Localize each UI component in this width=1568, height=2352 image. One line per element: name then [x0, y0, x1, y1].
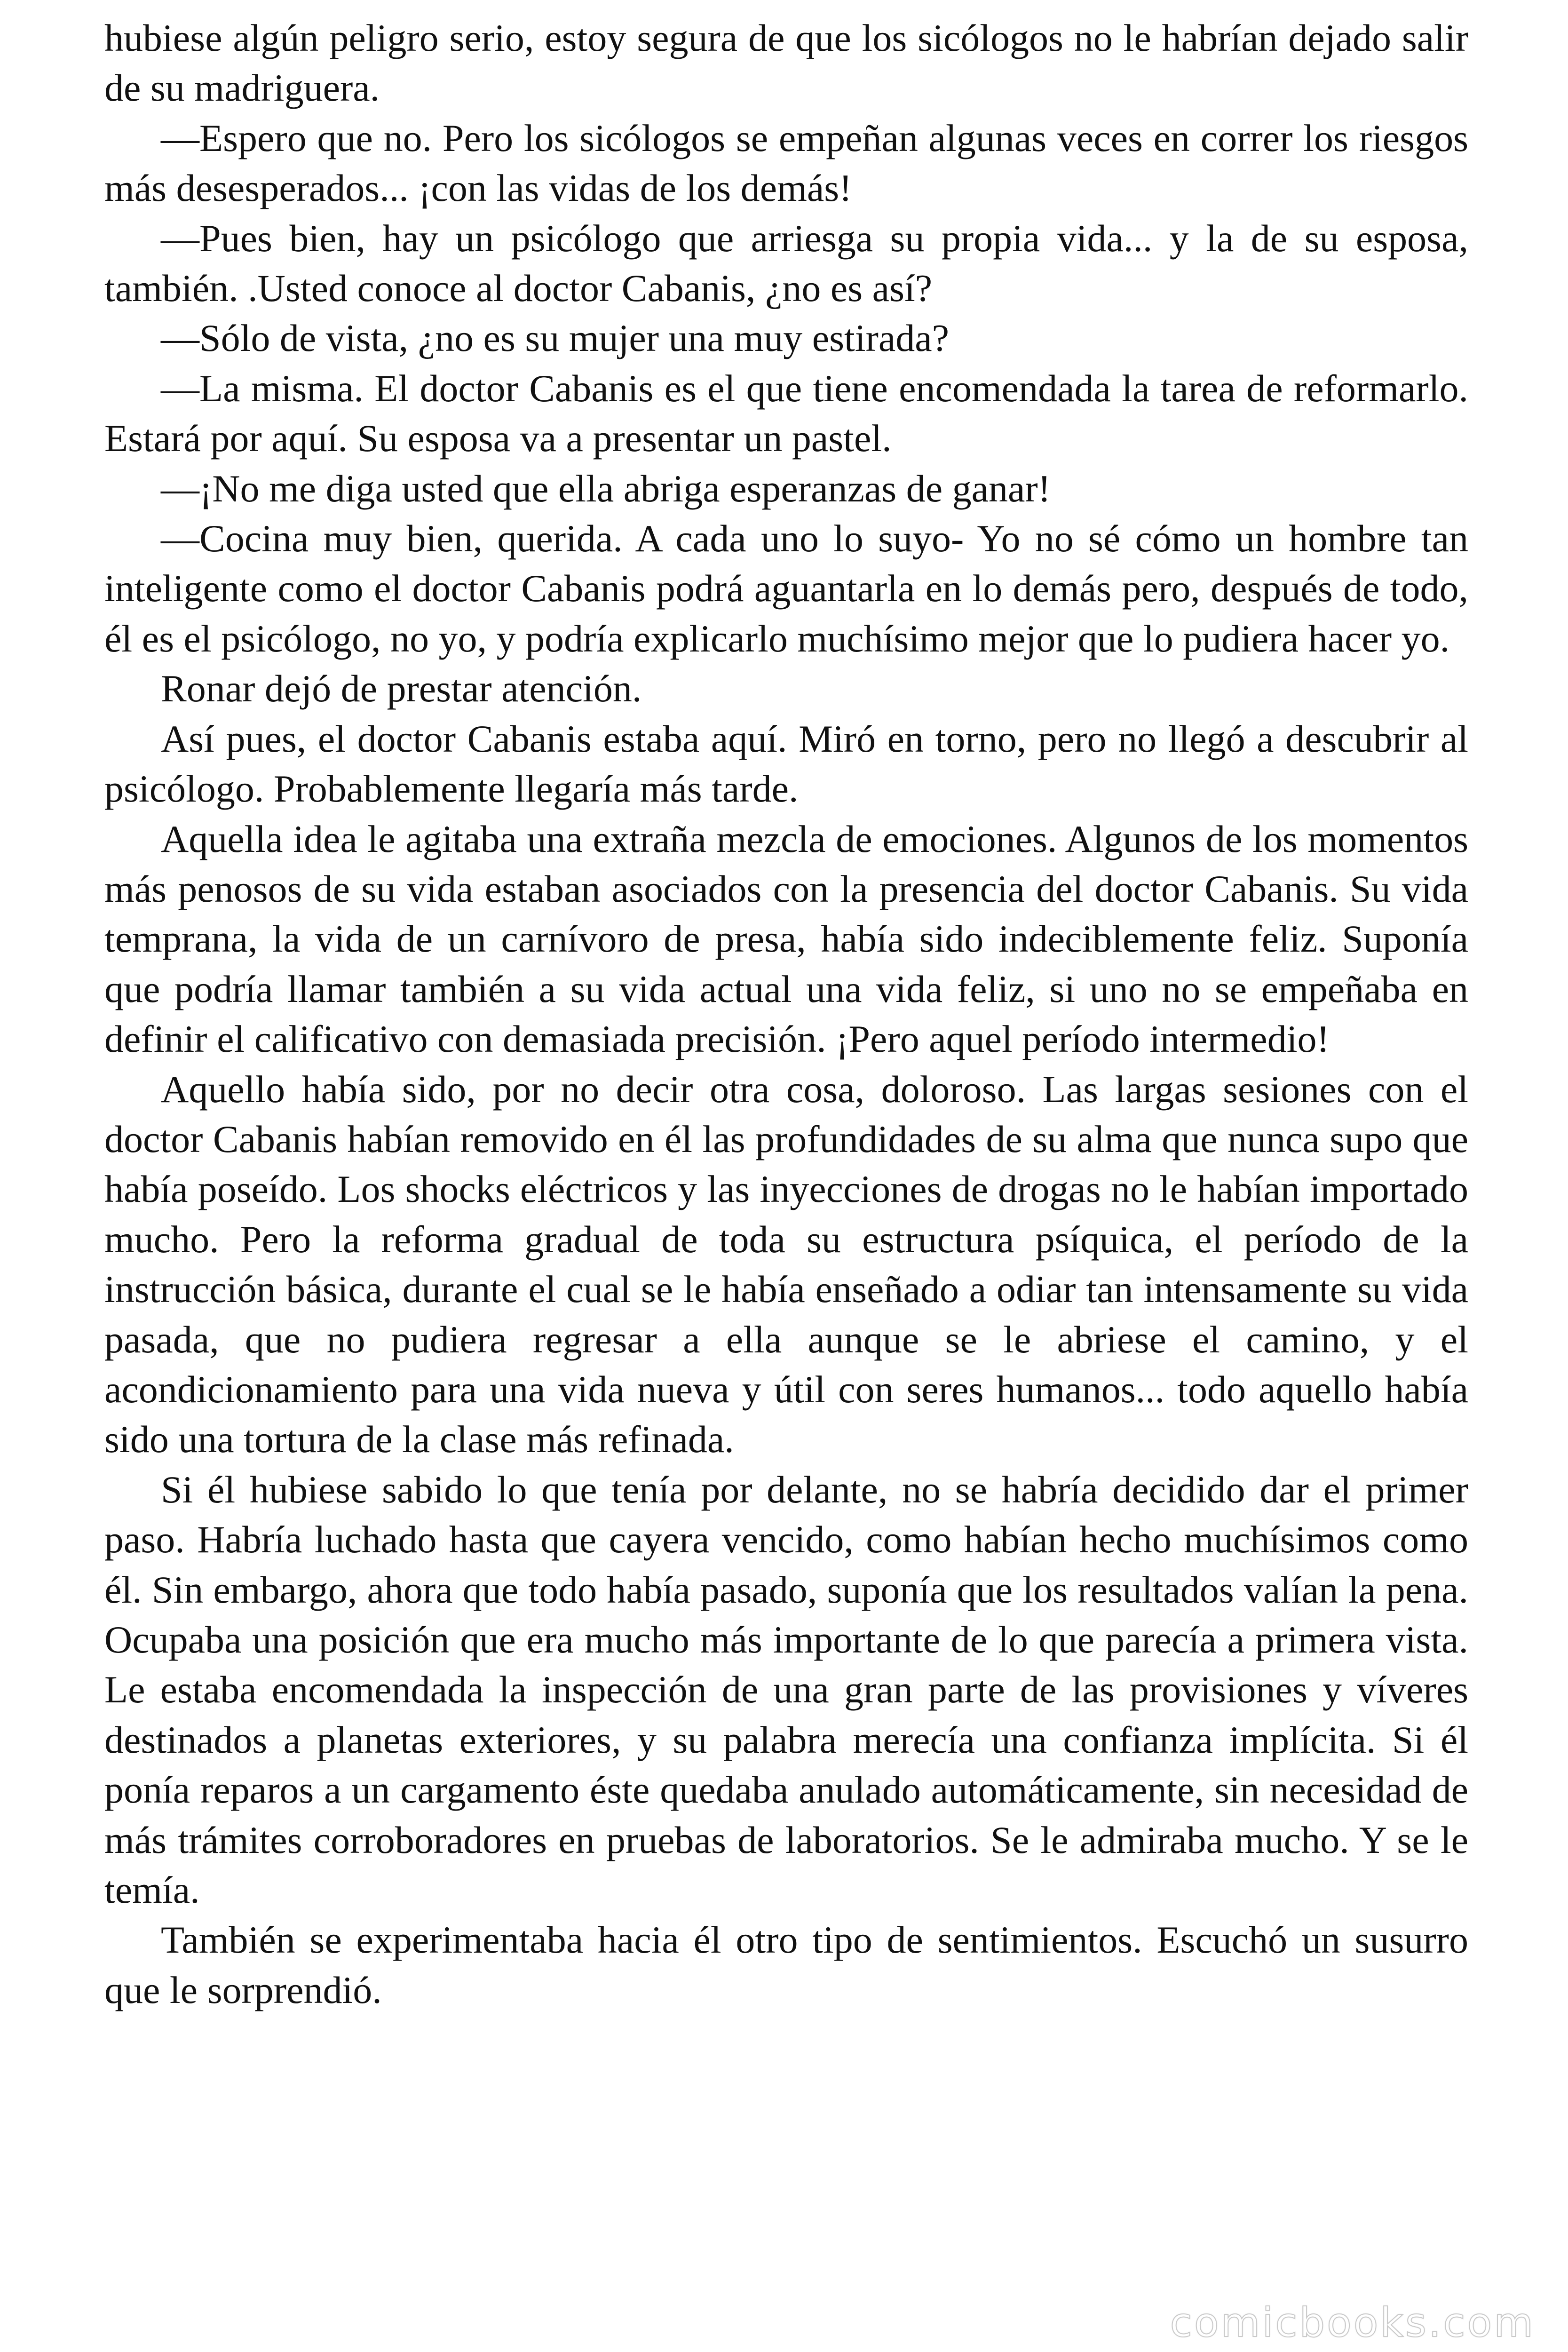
paragraph-7: —Cocina muy bien, querida. A cada uno lo suyo- Yo no sé cómo un hombre tan inteligente como el doctor Cabanis podrá aguantarla en lo demás pero, después de todo, él es el psicólogo, no yo, y podría explicarlo muchísimo mejor que lo pudiera hacer yo.	[104, 517, 1468, 660]
paragraph-2: —Espero que no. Pero los sicólogos se empeñan algunas veces en correr los riesgos más desesperados... ¡con las vidas de los demás!	[104, 116, 1468, 210]
paragraph-5: —La misma. El doctor Cabanis es el que tiene encomendada la tarea de reformarlo. Estará por aquí. Su esposa va a presentar un pastel.	[104, 366, 1468, 460]
paragraph-1: hubiese algún peligro serio, estoy segura de que los sicólogos no le habrían dejado salir de su madriguera.	[104, 16, 1468, 110]
paragraph-8: Ronar dejó de prestar atención.	[161, 667, 642, 710]
page-text	[104, 13, 1468, 2015]
watermark: comicbooks.com	[1170, 2299, 1535, 2346]
paragraph-4: —Sólo de vista, ¿no es su mujer una muy estirada?	[161, 317, 950, 360]
paragraph-3: —Pues bien, hay un psicólogo que arriesga su propia vida... y la de su esposa, también. .Usted conoce al doctor Cabanis, ¿no es así?	[104, 216, 1468, 310]
paragraph-6: —¡No me diga usted que ella abriga esperanzas de ganar!	[161, 467, 1051, 510]
paragraph-9: Así pues, el doctor Cabanis estaba aquí. Miró en torno, pero no llegó a descubrir al psicólogo. Probablemente llegaría más tarde.	[104, 717, 1468, 810]
paragraph-10: Aquella idea le agitaba una extraña mezcla de emociones. Algunos de los momentos más penosos de su vida estaban asociados con la presencia del doctor Cabanis. Su vida temprana, la vida de un carnívoro de presa, había sido indeciblemente feliz. Suponía que podría llamar también a su vida actual una vida feliz, si uno no se empeñaba en definir el calificativo con demasiada precisión. ¡Pero aquel período intermedio!	[104, 817, 1468, 1061]
paragraph-13: También se experimentaba hacia él otro tipo de sentimientos. Escuchó un susurro que le sorprendió.	[104, 1918, 1468, 2011]
paragraph-12: Si él hubiese sabido lo que tenía por delante, no se habría decidido dar el primer paso. Habría luchado hasta que cayera vencido, como habían hecho muchísimos como él. Sin embargo, ahora que todo había pasado, suponía que los resultados valían la pena. Ocupaba una posición que era mucho más importante de lo que parecía a primera vista. Le estaba encomendada la inspección de una gran parte de las provisiones y víveres destinados a planetas exteriores, y su palabra merecía una confianza implícita. Si él ponía reparos a un cargamento éste quedaba anulado automáticamente, sin necesidad de más trámites corroboradores en pruebas de laboratorios. Se le admiraba mucho. Y se le temía.	[104, 1468, 1468, 1912]
paragraph-11: Aquello había sido, por no decir otra cosa, doloroso. Las largas sesiones con el doctor Cabanis habían removido en él las profundidades de su alma que nunca supo que había poseído. Los shocks eléctricos y las inyecciones de drogas no le habían importado mucho. Pero la reforma gradual de toda su estructura psíquica, el período de la instrucción básica, durante el cual se le había enseñado a odiar tan intensamente su vida pasada, que no pudiera regresar a ella aunque se le abriese el camino, y el acondicionamiento para una vida nueva y útil con seres humanos... todo aquello había sido una tortura de la clase más refinada.	[104, 1067, 1468, 1461]
